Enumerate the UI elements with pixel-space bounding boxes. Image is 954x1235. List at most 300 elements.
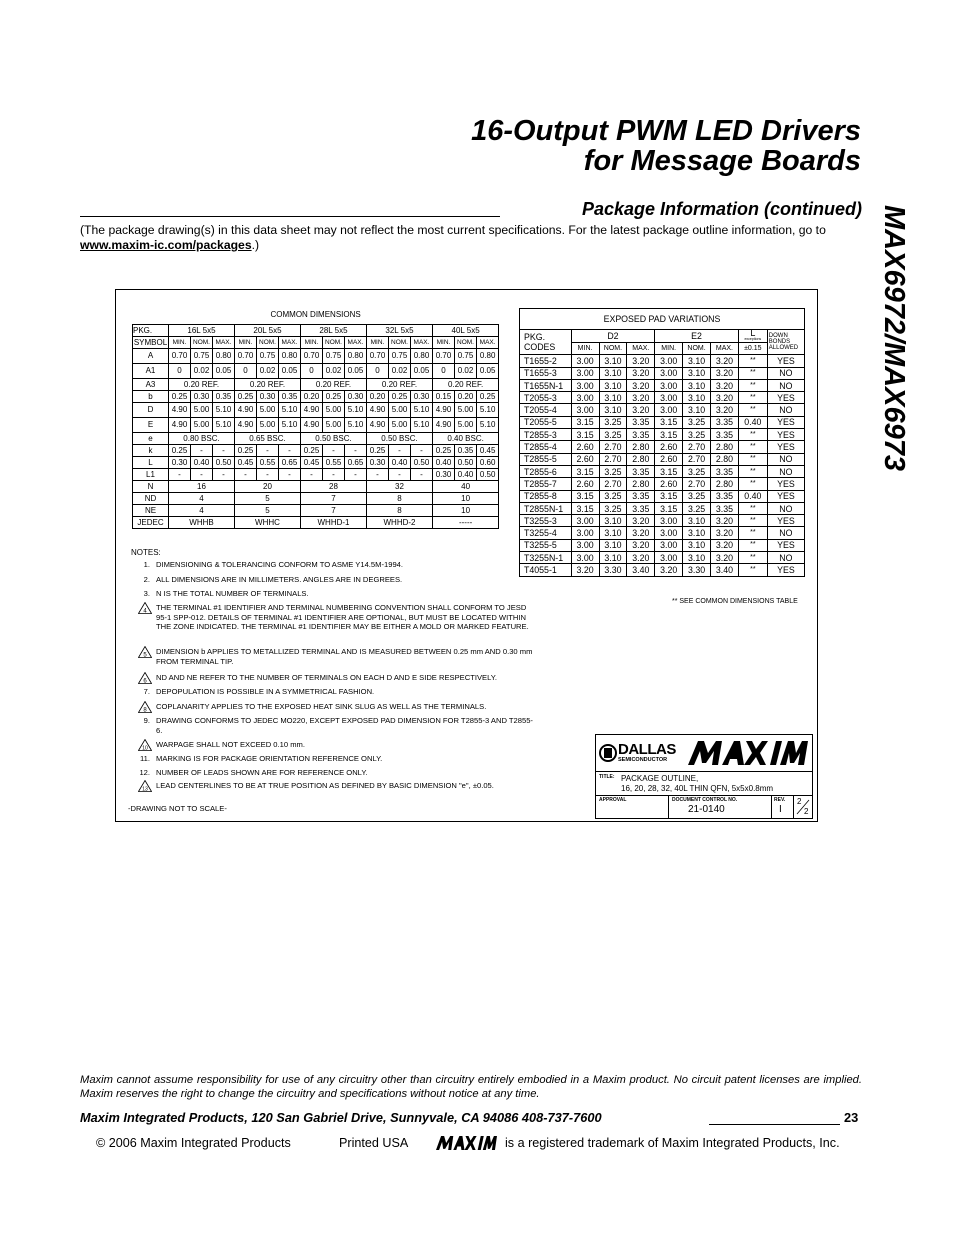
table-row: [520, 429, 805, 441]
table-cell: 0.50 BSC.: [301, 433, 367, 445]
table-cell: YES: [767, 392, 804, 404]
note-triangle-icon: [138, 646, 152, 658]
company-address: Maxim Integrated Products, 120 San Gabriel Drive, Sunnyvale, CA 94086 408-737-7600: [80, 1110, 602, 1125]
table-cell: 3.10: [599, 404, 627, 416]
table-cell: 2.70: [599, 453, 627, 465]
table-cell: YES: [767, 416, 804, 428]
table-cell: 3.00: [655, 367, 683, 379]
table-cell: 0.35: [213, 391, 235, 403]
pkg-code-cell: T2855-7: [520, 478, 572, 490]
table-cell: 0.20 REF.: [367, 379, 433, 391]
table-cell: 3.40: [627, 564, 655, 576]
table-cell: 0.02: [455, 364, 477, 379]
table-cell: 0.65 BSC.: [235, 433, 301, 445]
table-cell: 0.30: [411, 391, 433, 403]
subheader: MIN.: [571, 343, 599, 355]
table-cell: 3.20: [711, 404, 739, 416]
table-cell: 3.00: [655, 355, 683, 367]
pkg-code-cell: T1655-2: [520, 355, 572, 367]
note-text: DRAWING CONFORMS TO JEDEC MO220, EXCEPT EXPOSED PAD DIMENSION FOR T2855-3 AND T2855-6.: [156, 716, 533, 735]
table-cell: 2.60: [655, 441, 683, 453]
table-cell: 0.25: [389, 391, 411, 403]
table-cell: 3.20: [711, 527, 739, 539]
table-cell: 2.70: [599, 478, 627, 490]
table-cell: 0.40: [738, 490, 767, 502]
note-text: DIMENSIONING & TOLERANCING CONFORM TO ASME Y14.5M-1994.: [156, 560, 403, 569]
table-cell: 3.20: [711, 392, 739, 404]
table-cell: 4: [169, 505, 235, 517]
table-cell: 3.15: [655, 429, 683, 441]
subheader: NOM.: [599, 343, 627, 355]
note-number: 9.: [143, 716, 150, 725]
table-cell: 0.25: [169, 445, 191, 457]
table-cell: 0.20: [455, 391, 477, 403]
table-cell: 2.60: [571, 453, 599, 465]
drawing-title-line2: 16, 20, 28, 32, 40L THIN QFN, 5x5x0.8mm: [621, 784, 774, 793]
subheader: MIN.: [367, 337, 389, 349]
table-cell: 3.20: [711, 515, 739, 527]
table-cell: 0.75: [257, 349, 279, 364]
table-cell: 0.02: [389, 364, 411, 379]
pkg-code-cell: T2055-3: [520, 392, 572, 404]
table-cell: -: [213, 469, 235, 481]
table-cell: 0.20 REF.: [235, 379, 301, 391]
svg-text:5: 5: [143, 652, 147, 658]
table-cell: 4.90: [301, 403, 323, 418]
table-cell: 0.25: [169, 391, 191, 403]
svg-text:6: 6: [143, 678, 147, 684]
table-cell: 0.80: [345, 349, 367, 364]
note-number: 7.: [143, 687, 150, 696]
table-cell: 0.25: [323, 391, 345, 403]
table-cell: 3.15: [571, 490, 599, 502]
table-cell: 5.10: [477, 418, 499, 433]
disclaimer: Maxim cannot assume responsibility for use of any circuitry other than circuitry entirely embodied in a Maxim product. No circuit patent licenses are implied. Maxim reserves the right to change the circuitry and specifications without notice at any time.: [80, 1074, 862, 1100]
table-cell: 0.65: [279, 457, 301, 469]
sheet-total: 2: [804, 807, 809, 816]
pkg-code-cell: T2055-4: [520, 404, 572, 416]
table-cell: 0.05: [411, 364, 433, 379]
table-cell: 5.00: [191, 403, 213, 418]
svg-text:10: 10: [142, 745, 148, 751]
table-cell: 32: [367, 481, 433, 493]
table-cell: 7: [301, 505, 367, 517]
table-cell: 3.20: [627, 539, 655, 551]
table-cell: 3.10: [683, 527, 711, 539]
table-cell: 0.25: [235, 391, 257, 403]
table-cell: 3.00: [655, 539, 683, 551]
note-text: LEAD CENTERLINES TO BE AT TRUE POSITION AS DEFINED BY BASIC DIMENSION "e", ±0.05.: [156, 781, 494, 790]
table-cell: 3.25: [599, 502, 627, 514]
table-cell: YES: [767, 515, 804, 527]
table-cell: 3.15: [655, 502, 683, 514]
trademark-notice: is a registered trademark of Maxim Integrated Products, Inc.: [505, 1136, 840, 1150]
table-cell: 0.20: [301, 391, 323, 403]
package-header: 40L 5x5: [433, 325, 499, 337]
table-cell: 4.90: [235, 418, 257, 433]
table-cell: 3.15: [571, 429, 599, 441]
table-cell: 3.20: [627, 392, 655, 404]
note-text: NUMBER OF LEADS SHOWN ARE FOR REFERENCE ONLY.: [156, 768, 368, 777]
note-triangle-icon: [138, 672, 152, 684]
note-number: 1.: [143, 560, 150, 569]
table-cell: WHHD-2: [367, 517, 433, 529]
symbol-cell: A3: [133, 379, 169, 391]
table-cell: 3.00: [571, 552, 599, 564]
sheet-number: 2: [797, 797, 802, 806]
table-cell: **: [738, 392, 767, 404]
table-cell: 3.00: [571, 539, 599, 551]
table-cell: 0.75: [455, 349, 477, 364]
table-cell: 0.40: [389, 457, 411, 469]
symbol-cell: JEDEC: [133, 517, 169, 529]
subheader: NOM.: [257, 337, 279, 349]
table-cell: WHHD-1: [301, 517, 367, 529]
address-rule: [709, 1124, 840, 1125]
table-cell: -: [301, 469, 323, 481]
subheader: MAX.: [711, 343, 739, 355]
table-row: [520, 404, 805, 416]
table-cell: 0.60: [477, 457, 499, 469]
common-dimensions-title: COMMON DIMENSIONS: [270, 310, 361, 319]
table-cell: 0.30: [169, 457, 191, 469]
table-cell: NO: [767, 379, 804, 391]
table-cell: 0.70: [433, 349, 455, 364]
pkg-code-cell: T4055-1: [520, 564, 572, 576]
subheader: MIN.: [433, 337, 455, 349]
table-cell: -: [169, 469, 191, 481]
pkg-code-cell: T2855-8: [520, 490, 572, 502]
table-cell: 2.60: [571, 478, 599, 490]
table-cell: -: [323, 445, 345, 457]
maxim-logo-icon: [688, 741, 810, 765]
table-cell: 0.80 BSC.: [169, 433, 235, 445]
table-cell: 10: [433, 493, 499, 505]
table-row: [133, 379, 499, 391]
table-row: [133, 418, 499, 433]
table-cell: 0.30: [367, 457, 389, 469]
table-cell: 2.60: [655, 478, 683, 490]
subheader: NOM.: [191, 337, 213, 349]
symbol-cell: NE: [133, 505, 169, 517]
drawing-title-line1: PACKAGE OUTLINE,: [621, 774, 699, 783]
table-cell: 0.35: [455, 445, 477, 457]
pkg-code-cell: T2855-3: [520, 429, 572, 441]
table-row: [520, 441, 805, 453]
table-cell: 8: [367, 505, 433, 517]
pkg-code-cell: T3255N-1: [520, 552, 572, 564]
table-cell: -: [191, 469, 213, 481]
table-cell: 3.20: [571, 564, 599, 576]
table-cell: -: [191, 445, 213, 457]
table-cell: 3.00: [571, 367, 599, 379]
table-row: [133, 481, 499, 493]
table-cell: 3.20: [655, 564, 683, 576]
table-cell: 0.25: [433, 445, 455, 457]
table-cell: NO: [767, 465, 804, 477]
table-cell: -: [323, 469, 345, 481]
symbol-cell: L1: [133, 469, 169, 481]
exposed-pad-title: EXPOSED PAD VARIATIONS: [520, 309, 805, 330]
table-cell: 8: [367, 493, 433, 505]
table-cell: 3.25: [599, 416, 627, 428]
pkg-code-cell: T1655N-1: [520, 379, 572, 391]
table-cell: 3.15: [571, 465, 599, 477]
table-cell: -: [257, 445, 279, 457]
table-cell: 3.25: [683, 490, 711, 502]
subheader: MAX.: [279, 337, 301, 349]
table-cell: 4: [169, 493, 235, 505]
table-cell: 3.25: [683, 429, 711, 441]
note-triangle-icon: [138, 780, 152, 792]
note-text: DIMENSION b APPLIES TO METALLIZED TERMINAL AND IS MEASURED BETWEEN 0.25 mm AND 0.30 mm FROM TERMINAL TIP.: [156, 647, 533, 666]
note-triangle-icon: [138, 602, 152, 614]
table-cell: 3.20: [711, 355, 739, 367]
table-cell: 3.00: [655, 404, 683, 416]
table-cell: 28: [301, 481, 367, 493]
table-cell: YES: [767, 355, 804, 367]
table-cell: 0.50: [477, 469, 499, 481]
table-cell: 3.10: [599, 355, 627, 367]
table-cell: 0.70: [301, 349, 323, 364]
table-cell: **: [738, 453, 767, 465]
table-cell: 2.80: [711, 453, 739, 465]
maxim-logo-small-icon: [436, 1136, 498, 1150]
table-row: [133, 403, 499, 418]
table-cell: 3.20: [711, 379, 739, 391]
table-cell: 0.20 REF.: [433, 379, 499, 391]
table-cell: 0.45: [235, 457, 257, 469]
table-cell: YES: [767, 429, 804, 441]
packages-link[interactable]: www.maxim-ic.com/packages: [80, 238, 252, 252]
table-cell: 3.35: [711, 502, 739, 514]
svg-text:8: 8: [143, 707, 147, 713]
table-cell: 3.00: [571, 379, 599, 391]
note-text: DEPOPULATION IS POSSIBLE IN A SYMMETRICAL FASHION.: [156, 687, 375, 696]
table-cell: 5.00: [257, 418, 279, 433]
table-cell: 0.55: [257, 457, 279, 469]
table-cell: 5.00: [389, 418, 411, 433]
section-rule: [80, 216, 500, 217]
dallas-logo-icon: [599, 741, 617, 765]
table-cell: -: [213, 445, 235, 457]
table-cell: 4.90: [301, 418, 323, 433]
pkg-label: PKG.: [133, 325, 169, 337]
table-cell: 5.10: [279, 418, 301, 433]
table-cell: YES: [767, 441, 804, 453]
page-title-line2: for Message Boards: [583, 145, 861, 177]
table-cell: 0.40: [455, 469, 477, 481]
table-cell: 3.10: [683, 355, 711, 367]
symbol-cell: L: [133, 457, 169, 469]
table-row: [520, 416, 805, 428]
subheader: NOM.: [683, 343, 711, 355]
table-cell: 3.15: [655, 490, 683, 502]
notes-title: NOTES:: [131, 548, 161, 557]
table-cell: 3.20: [711, 552, 739, 564]
table-cell: 3.20: [627, 515, 655, 527]
table-cell: 2.70: [683, 441, 711, 453]
table-row: [520, 355, 805, 367]
table-cell: 0.35: [279, 391, 301, 403]
subheader: MAX.: [411, 337, 433, 349]
table-cell: 5: [235, 505, 301, 517]
table-cell: 0.05: [345, 364, 367, 379]
table-cell: 5.10: [411, 418, 433, 433]
subheader: MIN.: [301, 337, 323, 349]
table-cell: 0.50: [411, 457, 433, 469]
table-row: [133, 433, 499, 445]
table-cell: -: [389, 469, 411, 481]
table-cell: 3.35: [711, 416, 739, 428]
pkg-code-cell: T2855-4: [520, 441, 572, 453]
table-cell: 3.10: [599, 515, 627, 527]
table-row: [133, 469, 499, 481]
pkg-code-cell: T2055-5: [520, 416, 572, 428]
table-cell: 3.15: [655, 416, 683, 428]
table-cell: 2.60: [571, 441, 599, 453]
table-cell: **: [738, 552, 767, 564]
table-cell: 4.90: [433, 403, 455, 418]
table-cell: NO: [767, 404, 804, 416]
table-row: [520, 453, 805, 465]
table-cell: 4.90: [367, 418, 389, 433]
table-row: [520, 515, 805, 527]
table-row: [133, 349, 499, 364]
table-cell: WHHC: [235, 517, 301, 529]
table-cell: 3.25: [683, 416, 711, 428]
package-header: 16L 5x5: [169, 325, 235, 337]
table-cell: 3.00: [655, 527, 683, 539]
table-cell: 3.20: [711, 539, 739, 551]
table-cell: 0.45: [477, 445, 499, 457]
table-cell: -: [389, 445, 411, 457]
table-cell: 3.00: [571, 527, 599, 539]
table-cell: 10: [433, 505, 499, 517]
l-header: L exceptions: [738, 330, 767, 343]
note-triangle-icon: [138, 739, 152, 751]
sheet-slash-icon: [795, 799, 811, 815]
pkg-codes-label: PKG. CODES: [520, 330, 572, 355]
subheader: MIN.: [235, 337, 257, 349]
table-row: [520, 379, 805, 391]
subheader: MIN.: [655, 343, 683, 355]
table-cell: 0.50 BSC.: [367, 433, 433, 445]
table-row: [133, 493, 499, 505]
table-cell: 3.10: [599, 392, 627, 404]
package-header: 32L 5x5: [367, 325, 433, 337]
table-cell: 0.30: [433, 469, 455, 481]
table-cell: 3.10: [599, 527, 627, 539]
dallas-logo-text: DALLAS: [618, 741, 676, 758]
table-cell: 0: [301, 364, 323, 379]
note-text: ND AND NE REFER TO THE NUMBER OF TERMINALS ON EACH D AND E SIDE RESPECTIVELY.: [156, 673, 497, 682]
table-cell: 3.10: [599, 367, 627, 379]
table-cell: 3.35: [627, 502, 655, 514]
table-cell: 2.70: [683, 478, 711, 490]
table-cell: **: [738, 502, 767, 514]
table-cell: 2.80: [627, 478, 655, 490]
scale-note: -DRAWING NOT TO SCALE-: [128, 804, 227, 813]
table-cell: -----: [433, 517, 499, 529]
symbol-cell: e: [133, 433, 169, 445]
printed-usa: Printed USA: [339, 1136, 409, 1150]
subheader: MAX.: [627, 343, 655, 355]
symbol-cell: N: [133, 481, 169, 493]
table-row: [133, 517, 499, 529]
symbol-cell: k: [133, 445, 169, 457]
svg-text:13: 13: [142, 786, 148, 792]
table-cell: 0.55: [323, 457, 345, 469]
table-cell: 3.10: [599, 379, 627, 391]
table-cell: 0.25: [477, 391, 499, 403]
table-cell: NO: [767, 502, 804, 514]
table-cell: 0: [433, 364, 455, 379]
side-part-number: MAX6972/MAX6973: [878, 205, 910, 471]
table-cell: 3.20: [627, 379, 655, 391]
table-cell: 3.00: [655, 552, 683, 564]
table-cell: 4.90: [169, 418, 191, 433]
note-text: COPLANARITY APPLIES TO THE EXPOSED HEAT SINK SLUG AS WELL AS THE TERMINALS.: [156, 702, 487, 711]
drawing-title-block: [595, 734, 813, 819]
table-cell: **: [738, 539, 767, 551]
table-cell: -: [411, 469, 433, 481]
table-cell: 0.70: [235, 349, 257, 364]
table-row: [133, 457, 499, 469]
table-cell: 3.35: [711, 465, 739, 477]
table-cell: 5.00: [323, 403, 345, 418]
table-cell: 0.40 BSC.: [433, 433, 499, 445]
table-cell: 3.15: [571, 416, 599, 428]
table-cell: YES: [767, 564, 804, 576]
table-row: [133, 364, 499, 379]
table-cell: 4.90: [367, 403, 389, 418]
table-cell: 3.10: [599, 539, 627, 551]
table-row: [520, 539, 805, 551]
table-cell: 3.40: [711, 564, 739, 576]
table-cell: **: [738, 478, 767, 490]
table-cell: 3.00: [655, 392, 683, 404]
table-cell: 5.10: [213, 403, 235, 418]
table-cell: 0.80: [279, 349, 301, 364]
table-cell: YES: [767, 478, 804, 490]
note-number: 3.: [143, 589, 150, 598]
table-cell: 2.80: [627, 453, 655, 465]
table-cell: 5.00: [455, 403, 477, 418]
note-text: MARKING IS FOR PACKAGE ORIENTATION REFERENCE ONLY.: [156, 754, 383, 763]
table-cell: 0.80: [213, 349, 235, 364]
note-number: 12.: [139, 768, 150, 777]
table-cell: 3.20: [627, 527, 655, 539]
table-row: [520, 490, 805, 502]
table-row: [520, 564, 805, 576]
table-cell: 0.25: [367, 445, 389, 457]
table-row: [520, 552, 805, 564]
table-cell: -: [345, 445, 367, 457]
table-cell: 0.30: [257, 391, 279, 403]
svg-text:4: 4: [143, 608, 147, 614]
table-cell: 0.40: [433, 457, 455, 469]
table-cell: 40: [433, 481, 499, 493]
exposed-pad-footnote: ** SEE COMMON DIMENSIONS TABLE: [672, 598, 798, 605]
table-cell: 5.00: [191, 418, 213, 433]
down-bonds-header: DOWN BONDS ALLOWED: [767, 330, 804, 355]
symbol-cell: E: [133, 418, 169, 433]
note-number: 2.: [143, 575, 150, 584]
note-text: WARPAGE SHALL NOT EXCEED 0.10 mm.: [156, 740, 305, 749]
table-cell: 2.80: [627, 441, 655, 453]
table-cell: 0.70: [169, 349, 191, 364]
